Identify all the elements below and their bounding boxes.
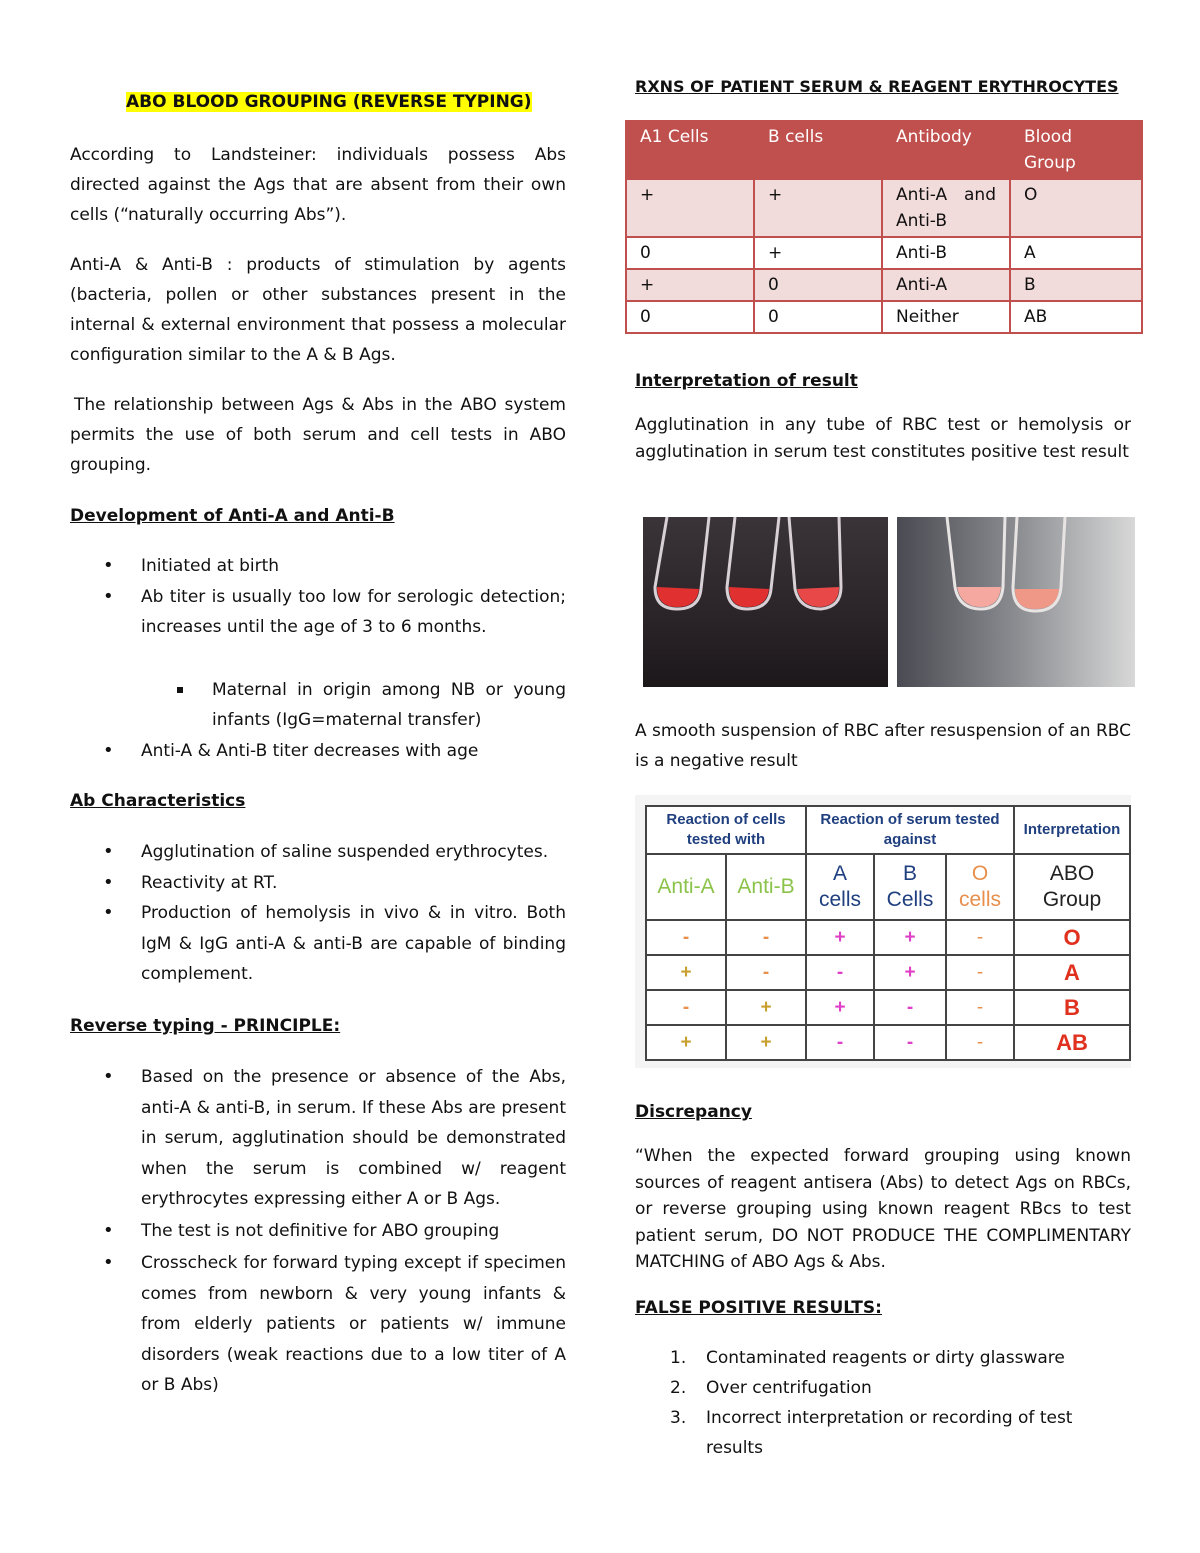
list-number: 2. [670,1378,687,1398]
development-sublist [70,675,566,735]
tubes-illustration [897,517,1135,687]
table-cell: - [806,1025,874,1060]
table-cell: + [646,955,726,990]
paragraph-negative-result: A smooth suspension of RBC after resuspension of an RBC is a negative result [635,721,1131,771]
table-cell: + [726,990,806,1025]
table-row [646,955,1130,990]
reaction-chart [635,795,1131,1068]
table-cell: 0 [754,269,882,301]
negative-tubes-photo [897,517,1135,687]
list-item: Maternal in origin among NB or young infants (IgG=maternal transfer) [70,675,566,735]
table-cell: B [1010,269,1142,301]
table-cell: Anti-B [882,237,1010,269]
list-number: 3. [670,1408,687,1428]
heading-ab-characteristics: Ab Characteristics [70,791,246,811]
positive-tubes-photo [643,517,888,687]
table-cell: + [646,1025,726,1060]
table-row [626,179,1142,237]
list-item: • Based on the presence or absence of the Abs, anti-A & anti-B, in serum. If these Abs are present in serum, agglutination should be demonstrated when the serum is combined w/ reagent erythrocytes expressing either A or B Ags. [70,1062,566,1215]
list-item: • Reactivity at RT. [70,868,566,899]
table-cell: - [874,990,946,1025]
chart-sub-anti-a: Anti-A [646,854,726,920]
table-cell: O [1014,920,1130,955]
heading-rxns: RXNS OF PATIENT SERUM & REAGENT ERYTHROCYTES [635,77,1119,96]
list-item-text: Contaminated reagents or dirty glassware [706,1348,1065,1368]
heading-discrepancy: Discrepancy [635,1102,752,1122]
list-item [635,1403,1131,1463]
chart-subheader-row [646,854,1130,920]
table-cell: Anti-A [882,269,1010,301]
table-cell: 0 [626,301,754,333]
table-cell: AB [1010,301,1142,333]
table-cell: A [1010,237,1142,269]
development-list-2 [70,736,566,767]
paragraph-landsteiner: According to Landsteiner: individuals possess Abs directed against the Ags that are absent from their own cells (“naturally occurring Abs”). [70,145,566,225]
reaction-chart-table [645,805,1131,1061]
list-item: • Ab titer is usually too low for serologic detection; increases until the age of 3 to 6 months. [70,582,566,643]
table-cell: + [726,1025,806,1060]
table-row [646,920,1130,955]
table-header-row [626,121,1142,179]
chart-sub-anti-b: Anti-B [726,854,806,920]
list-item: • Initiated at birth [70,551,566,582]
chart-sub-b-cells: B Cells [874,854,946,920]
paragraph-interpretation: Agglutination in any tube of RBC test or hemolysis or agglutination in serum test constitutes positive test result [635,415,1131,462]
chart-header-cells: Reaction of cells tested with [646,806,806,854]
list-item: • Crosscheck for forward typing except if specimen comes from newborn & very young infants & from elderly patients or patients w/ immune disorders (weak reactions due to a low titer of A or B Abs) [70,1248,566,1401]
table-cell: - [874,1025,946,1060]
list-item [635,1373,1131,1403]
chart-header-serum: Reaction of serum tested against [806,806,1014,854]
table-row [646,990,1130,1025]
table-row [626,269,1142,301]
table-row [626,301,1142,333]
table-row [626,237,1142,269]
heading-interpretation: Interpretation of result [635,371,858,391]
chart-header-interpretation: Interpretation [1014,806,1130,854]
table-cell: - [946,1025,1014,1060]
title-wrap [126,92,566,112]
table-cell: + [754,179,882,237]
table-row [646,1025,1130,1060]
table-cell: + [874,920,946,955]
table-cell: - [726,920,806,955]
heading-development: Development of Anti-A and Anti-B [70,506,395,526]
header-antibody: Antibody [882,121,1010,179]
table-cell: O [1010,179,1142,237]
page-title: ABO BLOOD GROUPING (REVERSE TYPING) [126,92,532,112]
list-item [635,1343,1131,1373]
header-blood-group: Blood Group [1010,121,1142,179]
table-cell: Anti-A and Anti-B [882,179,1010,237]
heading-false-positive: FALSE POSITIVE RESULTS: [635,1298,882,1318]
list-item-text: Over centrifugation [706,1378,872,1398]
table-cell: - [646,990,726,1025]
tubes-illustration [643,517,888,687]
list-item: • The test is not definitive for ABO grouping [70,1216,566,1247]
table-cell: B [1014,990,1130,1025]
table-cell: AB [1014,1025,1130,1060]
list-item: • Anti-A & Anti-B titer decreases with age [70,736,566,767]
chart-sub-o-cells: O cells [946,854,1014,920]
table-cell: - [946,990,1014,1025]
list-number: 1. [670,1348,687,1368]
development-list [70,551,566,643]
chart-sub-a-cells: A cells [806,854,874,920]
list-item: • Production of hemolysis in vivo & in vitro. Both IgM & IgG anti-A & anti-B are capable of binding complement. [70,898,566,990]
list-item: • Agglutination of saline suspended erythrocytes. [70,837,566,868]
table-cell: - [646,920,726,955]
chart-sub-abo-group: ABO Group [1014,854,1130,920]
table-cell: + [626,179,754,237]
heading-principle: Reverse typing - PRINCIPLE: [70,1016,341,1036]
table-cell: - [806,955,874,990]
chart-header-row [646,806,1130,854]
rxn-table [625,120,1143,334]
list-item-text: Incorrect interpretation or recording of test results [706,1408,1073,1458]
table-cell: + [806,920,874,955]
table-cell: - [946,920,1014,955]
table-cell: + [806,990,874,1025]
table-cell: Neither [882,301,1010,333]
paragraph-anti-a-anti-b: Anti-A & Anti-B : products of stimulation by agents (bacteria, pollen or other substances present in the internal & external environment that possess a molecular configuration similar to the A & B Ags. [70,255,566,365]
header-a1-cells: A1 Cells [626,121,754,179]
false-positive-list [635,1343,1131,1463]
principle-list [70,1062,566,1401]
table-cell: - [726,955,806,990]
table-cell: 0 [626,237,754,269]
table-cell: + [754,237,882,269]
table-cell: - [946,955,1014,990]
table-cell: A [1014,955,1130,990]
paragraph-relationship: The relationship between Ags & Abs in the ABO system permits the use of both serum and cell tests in ABO grouping. [70,395,566,475]
table-cell: + [626,269,754,301]
header-b-cells: B cells [754,121,882,179]
table-cell: 0 [754,301,882,333]
table-cell: + [874,955,946,990]
paragraph-discrepancy: “When the expected forward grouping using known sources of reagent antisera (Abs) to detect Ags on RBCs, or reverse grouping using known reagent RBcs to test patient serum, DO NOT PRODUCE THE COMPLIMENTARY MATCHING of ABO Ags & Abs. [635,1146,1131,1272]
ab-characteristics-list [70,837,566,990]
